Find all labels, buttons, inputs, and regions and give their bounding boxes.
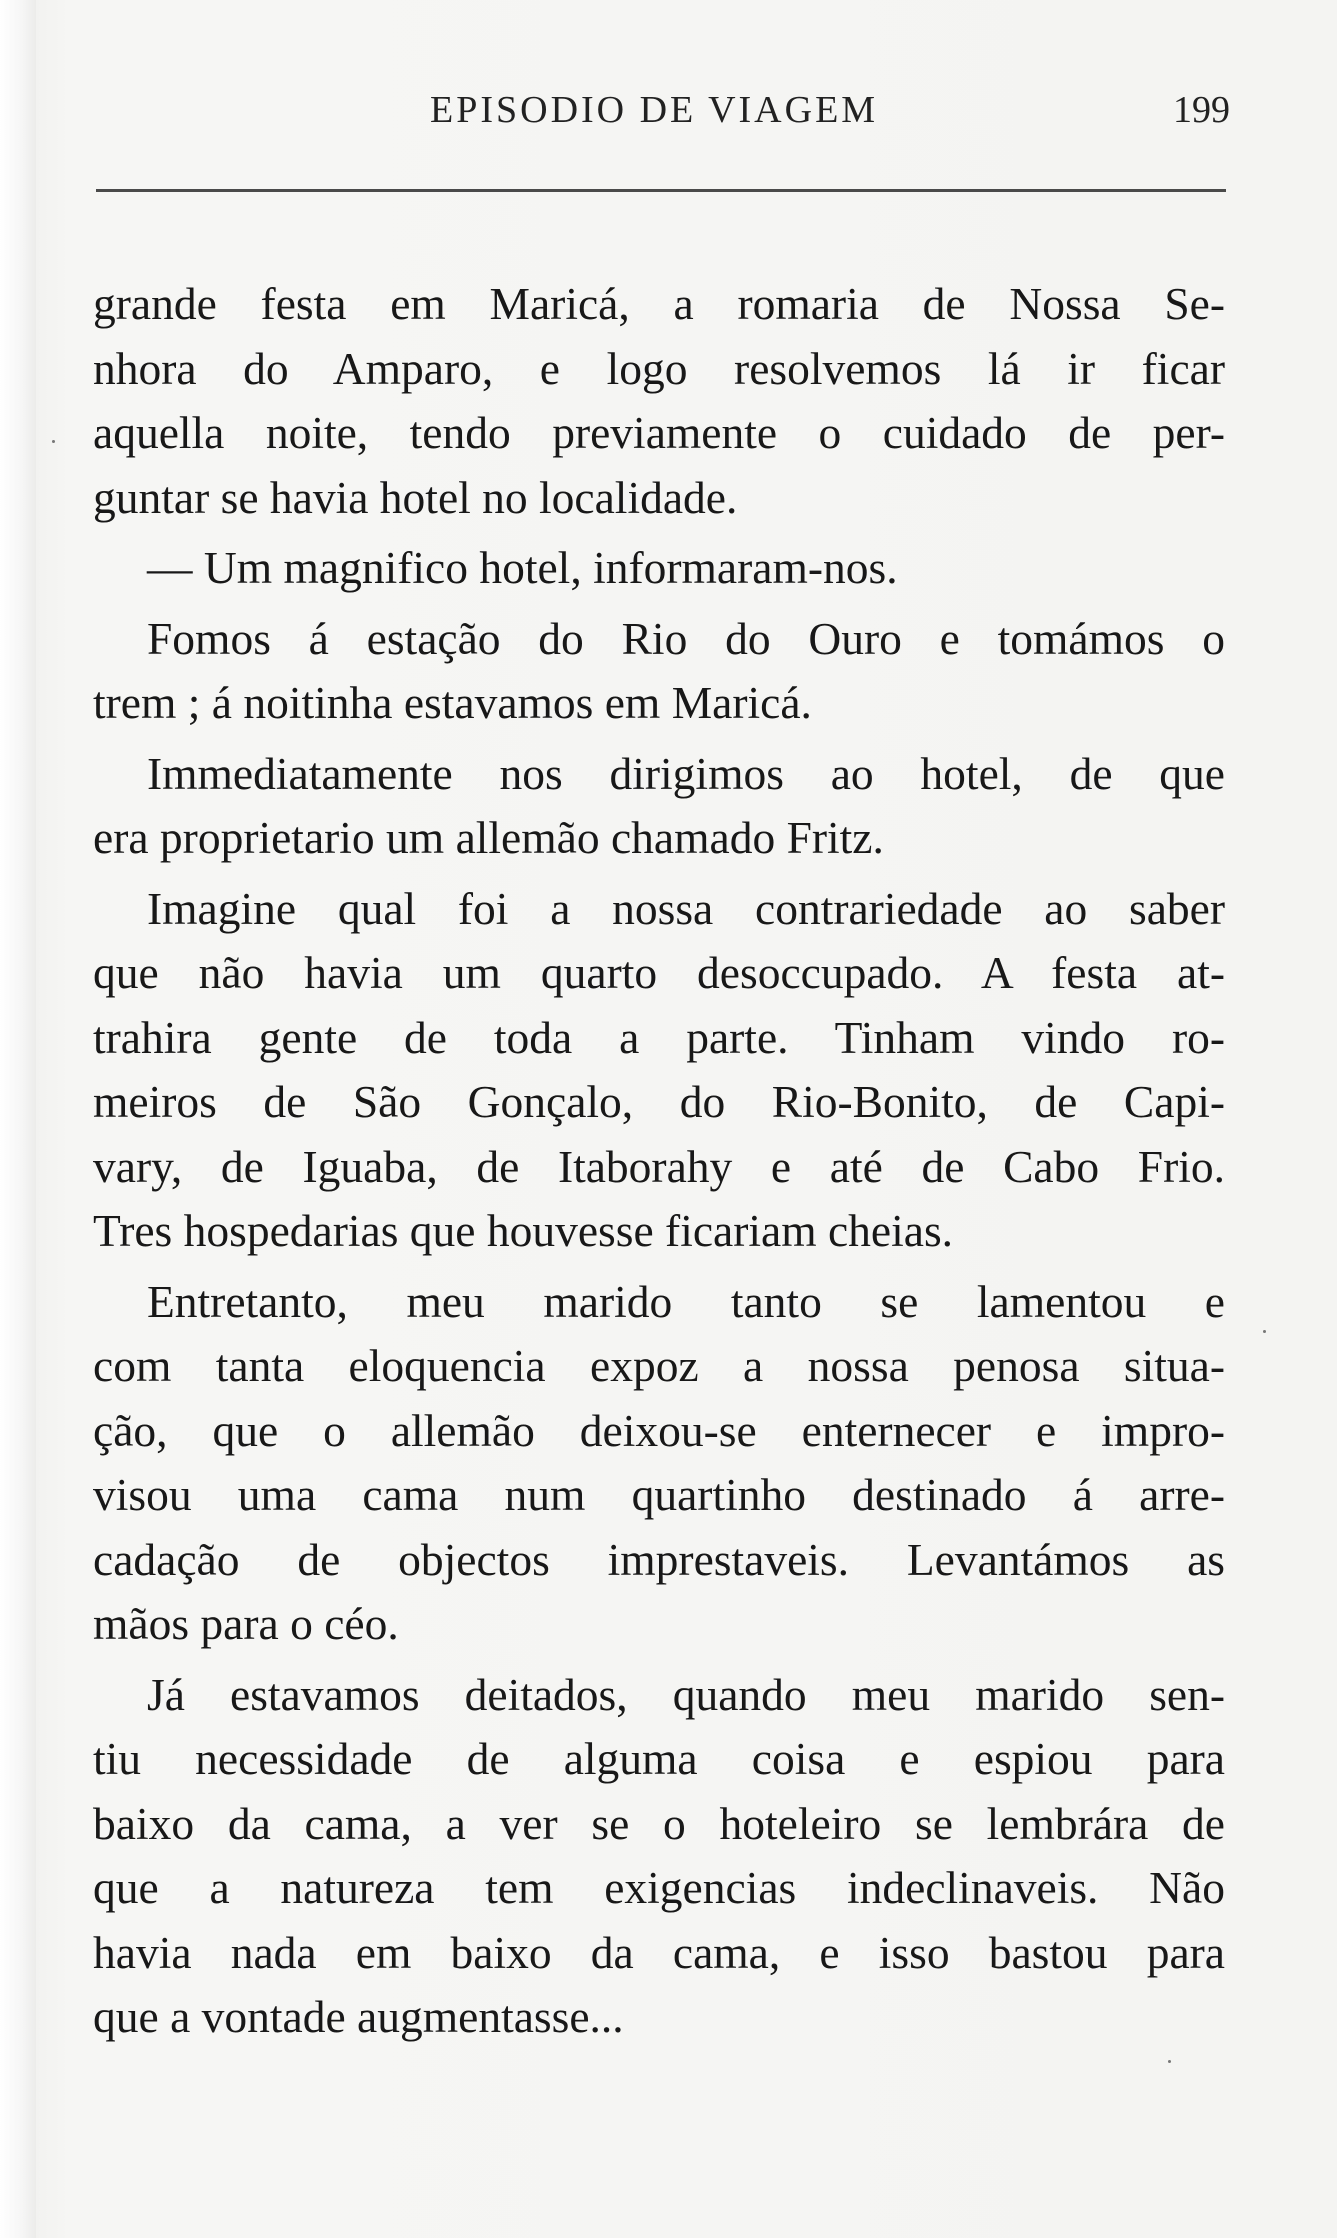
text-line: aquella noite, tendo previamente o cuidado de per-: [93, 407, 1225, 458]
text-line: que a natureza tem exigencias indeclinaveis. Não: [93, 1862, 1225, 1913]
text-line: Immediatamente nos dirigimos ao hotel, de que: [147, 747, 1225, 799]
text-line: cadação de objectos imprestaveis. Levantámos as: [93, 1533, 1225, 1585]
text-line: visou uma cama num quartinho destinado á arre-: [93, 1469, 1225, 1520]
text-line: trahira gente de toda a parte. Tinham vindo ro-: [93, 1011, 1225, 1063]
text-line: grande festa em Maricá, a romaria de Nossa Se-: [93, 278, 1225, 329]
page-number: 199: [1173, 89, 1230, 131]
text-line: — Um magnifico hotel, informaram-nos.: [147, 542, 898, 593]
paper-speck: [1168, 2060, 1171, 2063]
paragraph: [93, 742, 1225, 871]
paragraph: [93, 877, 1225, 1264]
text-line: trem ; á noitinha estavamos em Maricá.: [93, 677, 812, 728]
header-rule: [96, 189, 1226, 192]
text-line: Fomos á estação do Rio do Ouro e tomámos o: [147, 612, 1225, 664]
text-line: Imagine qual foi a nossa contrariedade ao saber: [147, 882, 1225, 934]
body-text: [93, 272, 1225, 2050]
text-line: ção, que o allemão deixou-se enternecer e impro-: [93, 1404, 1225, 1456]
paragraph: [93, 1663, 1225, 2050]
text-line: com tanta eloquencia expoz a nossa penosa situa-: [93, 1340, 1225, 1391]
paragraph: [93, 536, 1225, 601]
text-line: mãos para o céo.: [93, 1598, 399, 1649]
text-line: meiros de São Gonçalo, do Rio-Bonito, de Capi-: [93, 1076, 1225, 1127]
running-title: EPISODIO DE VIAGEM: [430, 89, 879, 131]
text-line: que a vontade augmentasse...: [93, 1991, 624, 2042]
page-gutter-edge: [0, 0, 36, 2238]
paragraph: [93, 272, 1225, 530]
paper-speck: [52, 440, 55, 443]
text-line: Já estavamos deitados, quando meu marido sen-: [147, 1668, 1225, 1720]
text-line: Entretanto, meu marido tanto se lamentou e: [147, 1275, 1225, 1327]
text-line: era proprietario um allemão chamado Fritz.: [93, 812, 884, 863]
text-line: Tres hospedarias que houvesse ficariam cheias.: [93, 1205, 954, 1256]
text-line: baixo da cama, a ver se o hoteleiro se lembrára de: [93, 1797, 1225, 1849]
paragraph: [93, 607, 1225, 736]
text-line: nhora do Amparo, e logo resolvemos lá ir ficar: [93, 342, 1225, 394]
text-line: havia nada em baixo da cama, e isso bastou para: [93, 1926, 1225, 1978]
text-line: que não havia um quarto desoccupado. A festa at-: [93, 947, 1225, 998]
page-header: [90, 88, 1230, 138]
text-line: vary, de Iguaba, de Itaborahy e até de Cabo Frio.: [93, 1140, 1225, 1192]
text-line: tiu necessidade de alguma coisa e espiou para: [93, 1733, 1225, 1784]
text-line: guntar se havia hotel no localidade.: [93, 471, 738, 523]
paper-speck: [1263, 1330, 1266, 1333]
paragraph: [93, 1270, 1225, 1657]
